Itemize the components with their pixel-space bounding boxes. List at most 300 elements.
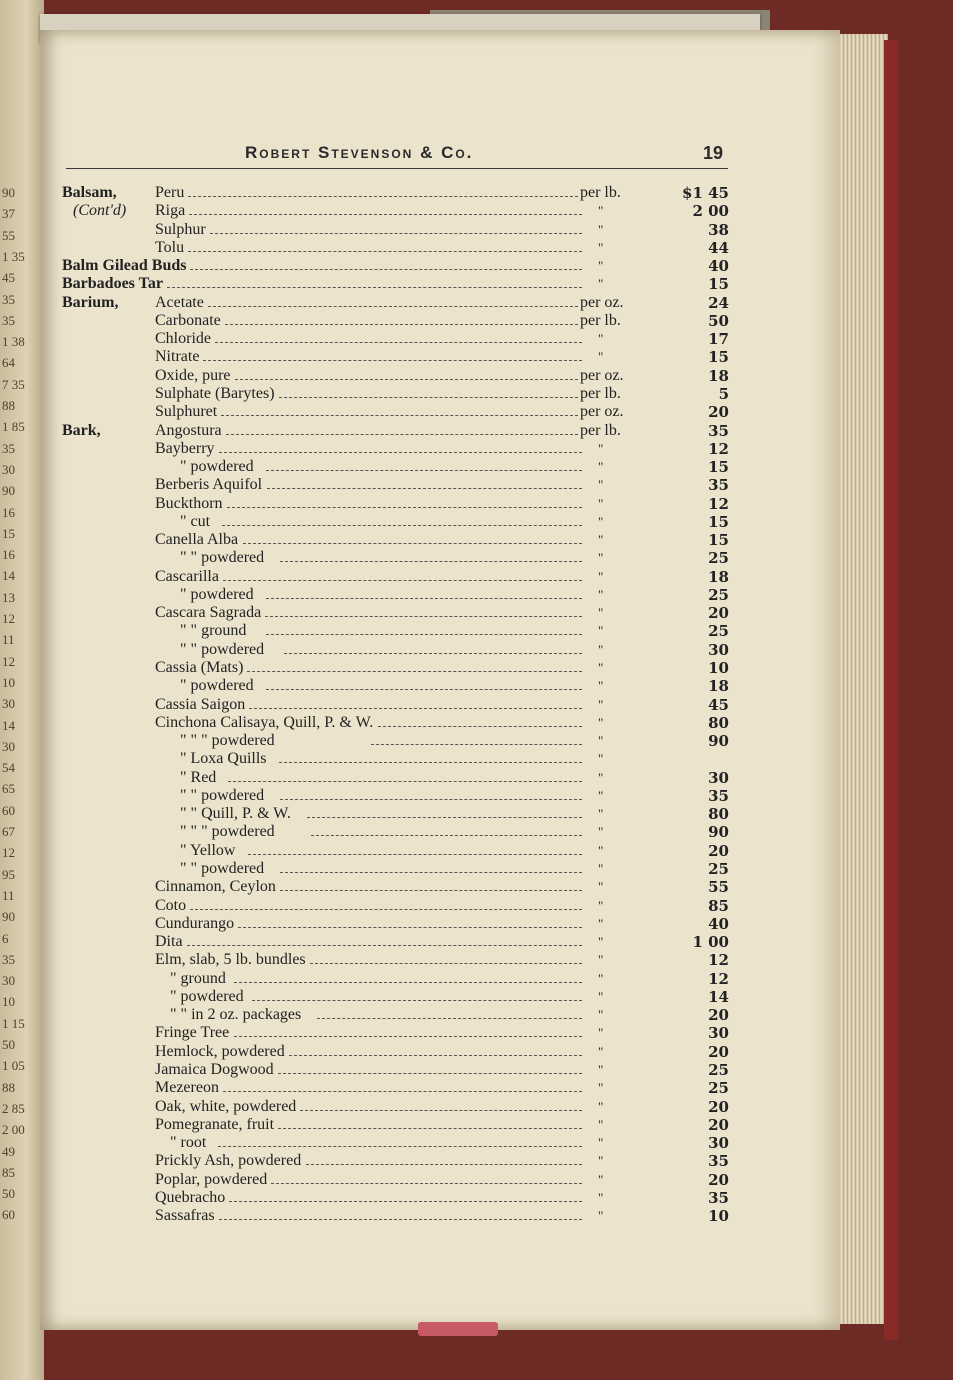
list-item — [0, 513, 953, 531]
margin-fragment: 15 — [2, 525, 15, 541]
margin-fragment: 60 — [2, 802, 15, 818]
unit-label: " — [598, 568, 604, 584]
margin-fragment: 64 — [2, 355, 15, 371]
unit-label: " — [598, 1007, 604, 1023]
unit-label: per oz. — [580, 293, 624, 311]
item-name: " powdered — [180, 677, 254, 695]
leader-dots — [234, 982, 582, 983]
price-value: 10 — [708, 659, 729, 678]
list-item — [0, 604, 953, 622]
price-value: 10 — [708, 1207, 729, 1226]
leader-dots — [306, 1164, 582, 1165]
unit-label: " — [598, 221, 604, 237]
unit-label: " — [598, 1098, 604, 1114]
leader-dots — [265, 616, 582, 617]
unit-label: " — [598, 879, 604, 895]
item-name: " " powdered — [180, 549, 265, 567]
price-value: 30 — [708, 768, 729, 787]
unit-label: " — [598, 787, 604, 803]
margin-fragment: 14 — [2, 717, 15, 733]
leader-dots — [280, 890, 582, 891]
leader-dots — [225, 324, 578, 325]
unit-label: " — [598, 952, 604, 968]
margin-fragment: 35 — [2, 440, 15, 456]
leader-dots — [234, 1036, 582, 1037]
list-item — [0, 312, 953, 330]
item-name: Acetate — [155, 293, 204, 311]
list-item — [0, 330, 953, 348]
price-value: 5 — [718, 384, 729, 403]
price-value: 20 — [708, 1170, 729, 1189]
leader-dots — [280, 799, 582, 800]
leader-dots — [189, 214, 582, 215]
price-value: 90 — [708, 823, 729, 842]
item-name: Cassia Saigon — [155, 695, 246, 713]
leader-dots — [252, 1000, 582, 1001]
page-header-title: Robert Stevenson & Co. — [245, 143, 474, 162]
price-value: 12 — [708, 969, 729, 988]
leader-dots — [219, 1219, 582, 1220]
item-name: Sassafras — [155, 1207, 215, 1225]
list-item — [0, 1098, 953, 1116]
item-name: Sulphate (Barytes) — [155, 384, 275, 402]
leader-dots — [210, 233, 582, 234]
unit-label: " — [598, 897, 604, 913]
leader-dots — [279, 762, 582, 763]
price-value: 12 — [708, 439, 729, 458]
item-name: Canella Alba — [155, 531, 239, 549]
unit-label: " — [598, 733, 604, 749]
list-item — [0, 769, 953, 787]
leader-dots — [266, 689, 582, 690]
margin-fragment: 1 15 — [2, 1015, 25, 1031]
price-value: 14 — [708, 987, 729, 1006]
price-value: 40 — [708, 257, 729, 276]
price-value: 80 — [708, 713, 729, 732]
leader-dots — [266, 598, 582, 599]
item-name: Cascarilla — [155, 567, 219, 585]
unit-label: " — [598, 495, 604, 511]
price-value: 20 — [708, 841, 729, 860]
price-value: 15 — [708, 348, 729, 367]
unit-label: per lb. — [580, 421, 621, 439]
leader-dots — [289, 1055, 582, 1056]
margin-fragment: 2 85 — [2, 1100, 25, 1116]
price-value: 44 — [708, 238, 729, 257]
leader-dots — [310, 963, 582, 964]
list-item — [0, 641, 953, 659]
list-item — [0, 988, 953, 1006]
margin-fragment: 1 35 — [2, 248, 25, 264]
unit-label: per oz. — [580, 403, 624, 421]
leader-dots — [223, 580, 582, 581]
list-item — [0, 221, 953, 239]
margin-fragment: 10 — [2, 994, 15, 1010]
leader-dots — [221, 415, 578, 416]
list-item — [0, 860, 953, 878]
margin-fragment: 95 — [2, 866, 15, 882]
margin-fragment: 67 — [2, 824, 15, 839]
margin-fragment: 1 85 — [2, 419, 25, 435]
price-value: 35 — [708, 421, 729, 440]
leader-dots — [190, 269, 582, 270]
unit-label: " — [598, 276, 604, 292]
list-item — [0, 802, 953, 824]
unit-label: " — [598, 824, 604, 840]
header-rule — [66, 168, 728, 169]
price-value: 15 — [708, 458, 729, 477]
list-item — [0, 897, 953, 915]
item-name: " " ground — [180, 622, 247, 640]
item-name: " " Quill, P. & W. — [180, 805, 291, 823]
unit-label: per lb. — [580, 184, 621, 201]
list-item — [0, 842, 953, 860]
unit-label: " — [598, 586, 604, 602]
item-name: " " in 2 oz. packages — [170, 1006, 302, 1024]
unit-label: " — [598, 239, 604, 255]
price-value: 20 — [708, 1097, 729, 1116]
item-name: " Loxa Quills — [180, 750, 267, 768]
price-value: 25 — [708, 549, 729, 568]
leader-dots — [229, 1201, 582, 1202]
leader-dots — [238, 927, 582, 928]
price-value: 55 — [708, 878, 729, 897]
item-name: " Yellow — [180, 841, 236, 859]
list-item — [0, 1116, 953, 1134]
margin-fragment: 60 — [2, 1207, 15, 1223]
item-name: Quebracho — [155, 1188, 226, 1206]
unit-label: " — [598, 513, 604, 529]
item-name: Cassia (Mats) — [155, 659, 244, 677]
leader-dots — [280, 872, 582, 873]
list-item — [0, 951, 953, 969]
item-name: Cundurango — [155, 914, 235, 932]
item-name: Cinnamon, Ceylon — [155, 878, 276, 896]
leader-dots — [243, 543, 582, 544]
leader-dots — [317, 1018, 582, 1019]
price-value: 20 — [708, 1115, 729, 1134]
margin-fragment: 30 — [2, 738, 15, 754]
unit-label: " — [598, 331, 604, 347]
price-value: 25 — [708, 859, 729, 878]
price-value: $1 45 — [682, 184, 729, 202]
leader-dots — [248, 854, 582, 855]
leader-dots — [227, 507, 582, 508]
item-name: Bayberry — [155, 439, 215, 457]
item-name: Dita — [155, 933, 183, 951]
margin-fragment: 50 — [2, 1037, 15, 1052]
margin-fragment: 90 — [2, 185, 15, 200]
item-name: Sulphuret — [155, 403, 218, 421]
unit-label: " — [598, 1171, 604, 1187]
list-item — [0, 1024, 953, 1042]
leader-dots — [266, 470, 582, 471]
leader-dots — [280, 561, 582, 562]
list-item — [0, 476, 953, 494]
price-value: 18 — [708, 366, 729, 385]
item-name: Tolu — [155, 238, 185, 256]
item-name: Sulphur — [155, 220, 206, 238]
item-name: " powdered — [180, 585, 254, 603]
leader-dots — [267, 488, 582, 489]
leader-dots — [190, 909, 582, 910]
unit-label: " — [598, 477, 604, 493]
unit-label: " — [598, 1080, 604, 1096]
leader-dots — [278, 1128, 582, 1129]
item-name: Hemlock, powdered — [155, 1042, 285, 1060]
item-name: Cascara Sagrada — [155, 604, 262, 622]
list-item — [0, 659, 953, 677]
margin-fragment: 16 — [2, 547, 15, 563]
price-value: 20 — [708, 1042, 729, 1061]
leader-dots — [284, 653, 582, 654]
price-value: 35 — [708, 476, 729, 495]
margin-fragment: 1 38 — [2, 334, 25, 350]
list-item — [0, 348, 953, 366]
price-value: 24 — [708, 293, 729, 312]
leader-dots — [247, 671, 582, 672]
unit-label: " — [598, 1135, 604, 1151]
unit-label: " — [598, 605, 604, 621]
leader-dots — [235, 379, 578, 380]
unit-label: " — [598, 550, 604, 566]
price-value: 30 — [708, 1024, 729, 1043]
list-item — [0, 586, 953, 604]
price-value: 38 — [708, 220, 729, 239]
price-value: 90 — [708, 732, 729, 751]
item-name: " " " powdered — [180, 732, 275, 750]
item-name: Riga — [155, 202, 186, 220]
unit-label: " — [598, 678, 604, 694]
margin-fragment: 1 05 — [2, 1058, 25, 1074]
unit-label: " — [598, 203, 604, 219]
price-value: 12 — [708, 951, 729, 970]
margin-fragment: 35 — [2, 951, 15, 967]
leader-dots — [371, 744, 582, 745]
price-value: 20 — [708, 403, 729, 422]
list-item — [0, 714, 953, 732]
price-value: 20 — [708, 1006, 729, 1025]
item-name: Berberis Aquifol — [155, 476, 263, 494]
item-name: Jamaica Dogwood — [155, 1060, 274, 1078]
margin-fragment: 30 — [2, 461, 15, 477]
margin-fragment: 35 — [2, 312, 15, 328]
unit-label: " — [598, 1025, 604, 1041]
item-name: Coto — [155, 896, 187, 914]
list-item — [0, 1043, 953, 1061]
category-label: Barbadoes Tar — [62, 275, 163, 293]
margin-fragment: 11 — [2, 632, 15, 648]
price-value: 15 — [708, 275, 729, 294]
list-item — [0, 823, 953, 841]
price-value: 35 — [708, 786, 729, 805]
margin-fragment: 13 — [2, 589, 15, 605]
list-item — [0, 1171, 953, 1189]
margin-fragment: 16 — [2, 504, 15, 520]
list-item — [0, 440, 953, 458]
unit-label: " — [598, 660, 604, 676]
item-name: Pomegranate, fruit — [155, 1115, 275, 1133]
margin-fragment: 90 — [2, 483, 15, 499]
list-item — [0, 422, 953, 440]
price-value: 40 — [708, 914, 729, 933]
margin-fragment: 12 — [2, 653, 15, 669]
price-value: 1 00 — [692, 933, 729, 952]
price-value: 25 — [708, 585, 729, 604]
margin-fragment: 6 — [2, 930, 9, 946]
leader-dots — [311, 835, 582, 836]
item-name: Chloride — [155, 330, 211, 348]
list-item — [0, 239, 953, 257]
unit-label: " — [598, 860, 604, 876]
margin-fragment: 50 — [2, 1186, 15, 1202]
page-number: 19 — [703, 143, 724, 163]
item-name: " cut — [180, 512, 211, 530]
list-item — [0, 878, 953, 896]
category-label: Balsam, — [62, 184, 117, 201]
list-item — [0, 385, 953, 403]
unit-label: " — [598, 751, 604, 767]
leader-dots — [228, 781, 582, 782]
margin-fragment: 14 — [2, 568, 15, 584]
list-item — [0, 1079, 953, 1097]
unit-label: " — [598, 459, 604, 475]
margin-fragment: 10 — [2, 674, 15, 690]
list-item — [0, 1134, 953, 1152]
item-name: " " powdered — [180, 640, 265, 658]
item-name: " ground — [170, 969, 226, 987]
list-item — [0, 1189, 953, 1207]
price-value: 30 — [708, 1134, 729, 1153]
item-name: Fringe Tree — [155, 1024, 230, 1042]
list-item — [0, 1207, 953, 1225]
leader-dots — [222, 525, 582, 526]
list-item — [0, 403, 953, 421]
price-value: 25 — [708, 622, 729, 641]
unit-label: " — [598, 934, 604, 950]
unit-label: " — [598, 1189, 604, 1205]
list-item — [0, 184, 953, 202]
price-value: 30 — [708, 640, 729, 659]
list-item — [0, 1006, 953, 1024]
margin-fragment: 7 35 — [2, 376, 25, 392]
list-item — [0, 970, 953, 988]
margin-fragment: 90 — [2, 909, 15, 925]
unit-label: " — [598, 1208, 604, 1224]
item-name: Nitrate — [155, 348, 200, 366]
unit-label: " — [598, 714, 604, 730]
list-item — [0, 291, 953, 312]
leader-dots — [249, 708, 582, 709]
list-item — [0, 458, 953, 476]
leader-dots — [279, 397, 578, 398]
price-value: 15 — [708, 512, 729, 531]
unit-label: " — [598, 769, 604, 785]
unit-label: " — [598, 349, 604, 365]
margin-fragment: 30 — [2, 696, 15, 712]
margin-fragment: 30 — [2, 973, 15, 989]
margin-fragment: 88 — [2, 398, 15, 413]
leader-dots — [203, 360, 582, 361]
margin-fragment: 55 — [2, 227, 15, 243]
list-item — [0, 367, 953, 385]
item-name: Mezereon — [155, 1079, 219, 1097]
price-value: 35 — [708, 1152, 729, 1171]
margin-fragment: 88 — [2, 1079, 15, 1095]
list-item — [0, 495, 953, 513]
margin-fragment: 12 — [2, 611, 15, 626]
margin-fragment: 85 — [2, 1164, 15, 1180]
leader-dots — [219, 452, 582, 453]
price-value: 15 — [708, 531, 729, 550]
item-name: Poplar, powdered — [155, 1170, 268, 1188]
unit-label: " — [598, 1061, 604, 1077]
leader-dots — [271, 1183, 582, 1184]
item-name: " " powdered — [180, 786, 265, 804]
leader-dots — [167, 287, 582, 288]
price-value: 35 — [708, 1188, 729, 1207]
item-name: Buckthorn — [155, 494, 223, 512]
price-value: 25 — [708, 1079, 729, 1098]
item-name: Cinchona Calisaya, Quill, P. & W. — [155, 713, 374, 731]
list-item — [0, 549, 953, 567]
unit-label: " — [598, 258, 604, 274]
list-item — [0, 696, 953, 714]
margin-fragment: 54 — [2, 760, 15, 776]
list-item — [0, 531, 953, 549]
unit-label: " — [598, 440, 604, 456]
price-value: 50 — [708, 311, 729, 330]
leader-dots — [266, 634, 582, 635]
unit-label: per lb. — [580, 311, 621, 329]
list-item — [0, 275, 953, 293]
list-item — [0, 257, 953, 275]
category-label: Barium, — [62, 293, 119, 311]
unit-label: " — [598, 1153, 604, 1169]
price-value: 85 — [708, 896, 729, 915]
bookmark-ribbon — [418, 1322, 498, 1336]
unit-label: " — [598, 532, 604, 548]
item-name: Oxide, pure — [155, 366, 231, 384]
item-name: " Red — [180, 768, 217, 786]
price-value: 20 — [708, 604, 729, 623]
margin-fragment: 49 — [2, 1143, 15, 1159]
list-item — [0, 1152, 953, 1170]
leader-dots — [278, 1073, 582, 1074]
leader-dots — [188, 196, 578, 197]
list-item — [0, 930, 953, 952]
unit-label: per oz. — [580, 366, 624, 384]
unit-label: " — [598, 842, 604, 858]
price-value: 12 — [708, 494, 729, 513]
price-value: 25 — [708, 1060, 729, 1079]
leader-dots — [215, 342, 582, 343]
list-item — [0, 732, 953, 750]
unit-label: " — [598, 915, 604, 931]
list-item — [0, 915, 953, 933]
item-name: " powdered — [180, 458, 254, 476]
margin-fragment: 35 — [2, 291, 15, 307]
item-name: Prickly Ash, powdered — [155, 1152, 302, 1170]
margin-fragment: 45 — [2, 270, 15, 286]
leader-dots — [188, 251, 582, 252]
item-name: Elm, slab, 5 lb. bundles — [155, 951, 306, 969]
leader-dots — [300, 1110, 582, 1111]
item-name: Oak, white, powdered — [155, 1097, 297, 1115]
category-label: Bark, — [62, 421, 101, 439]
category-label: Balm Gilead Buds — [62, 257, 187, 275]
unit-label: " — [598, 641, 604, 657]
